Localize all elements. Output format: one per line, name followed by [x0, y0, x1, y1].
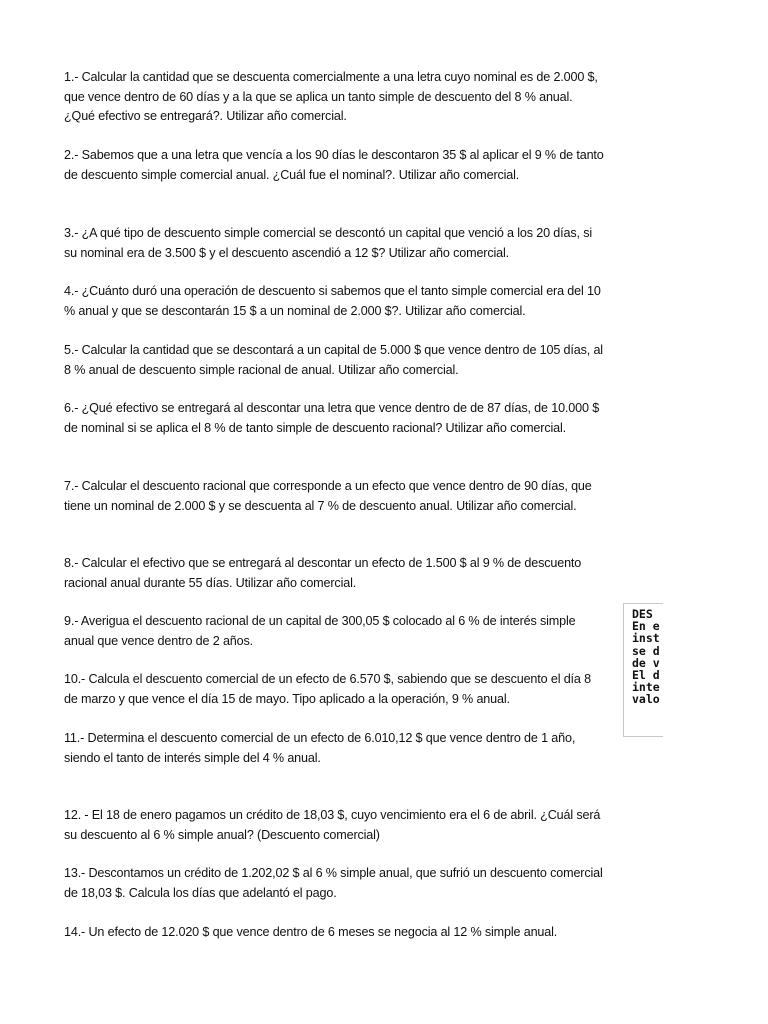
exercise-13: 13.- Descontamos un crédito de 1.202,02 $ al 6 % simple anual, que sufrió un descuento comercial de 18,03 $. Calcula los días que adelantó el pago.	[64, 866, 603, 900]
exercise-6: 6.- ¿Qué efectivo se entregará al descontar una letra que vence dentro de de 87 días, de 10.000 $ de nominal si se aplica el 8 % de tanto simple de descuento racional? Utilizar año comercial.	[64, 401, 600, 435]
exercise-14: 14.- Un efecto de 12.020 $ que vence dentro de 6 meses se negocia al 12 % simple anual.	[64, 925, 558, 939]
side-box-text: DES En e inst se d de v El d inte valo	[632, 607, 660, 707]
side-text-box	[623, 603, 663, 737]
exercise-2: 2.- Sabemos que a una letra que vencía a los 90 días le descontaron 35 $ al aplicar el 9 % de tanto de descuento simple comercial anual. ¿Cuál fue el nominal?. Utilizar año comercial.	[64, 148, 604, 182]
exercise-9: 9.- Averigua el descuento racional de un capital de 300,05 $ colocado al 6 % de interés simple anual que vence dentro de 2 años.	[64, 614, 576, 648]
exercise-11: 11.- Determina el descuento comercial de un efecto de 6.010,12 $ que vence dentro de 1 año, siendo el tanto de interés simple del 4 % anual.	[64, 731, 576, 765]
exercise-1: 1.- Calcular la cantidad que se descuenta comercialmente a una letra cuyo nominal es de 2.000 $, que vence dentro de 60 días y a la que se aplica un tanto simple de descuento del 8 % anual. ¿Qué efectivo se entregará?. Utilizar año comercial.	[64, 70, 598, 123]
exercise-12: 12. - El 18 de enero pagamos un crédito de 18,03 $, cuyo vencimiento era el 6 de abril. ¿Cuál será su descuento al 6 % simple anual? (Descuento comercial)	[64, 808, 601, 842]
exercise-10: 10.- Calcula el descuento comercial de un efecto de 6.570 $, sabiendo que se descuento el día 8 de marzo y que vence el día 15 de mayo. Tipo aplicado a la operación, 9 % anual.	[64, 672, 591, 706]
exercise-4: 4.- ¿Cuánto duró una operación de descuento si sabemos que el tanto simple comercial era del 10 % anual y que se descontarán 15 $ a un nominal de 2.000 $?. Utilizar año comercial.	[64, 284, 601, 318]
exercise-7: 7.- Calcular el descuento racional que corresponde a un efecto que vence dentro de 90 días, que tiene un nominal de 2.000 $ y se descuenta al 7 % de descuento anual. Utilizar año comercial.	[64, 479, 592, 513]
exercise-5: 5.- Calcular la cantidad que se descontará a un capital de 5.000 $ que vence dentro de 105 días, al 8 % anual de descuento simple racional de anual. Utilizar año comercial.	[64, 343, 603, 377]
exercise-8: 8.- Calcular el efectivo que se entregará al descontar un efecto de 1.500 $ al 9 % de descuento racional anual durante 55 días. Utilizar año comercial.	[64, 556, 582, 590]
exercise-3: 3.- ¿A qué tipo de descuento simple comercial se descontó un capital que venció a los 20 días, si su nominal era de 3.500 $ y el descuento ascendió a 12 $? Utilizar año comercial.	[64, 226, 592, 260]
